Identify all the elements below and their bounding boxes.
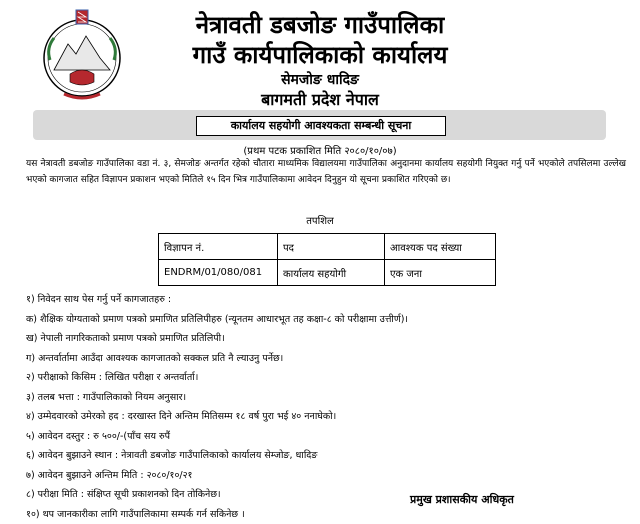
- office-location: सेमजोङ धादिङ: [150, 70, 490, 89]
- signature-title: प्रमुख प्रशासकीय अधिकृत: [410, 492, 514, 507]
- list-item: ग) अन्तर्वार्तामा आउँदा आवश्यक कागजातको सक्कल प्रति नै ल्याउनु पर्नेछ।: [26, 349, 526, 369]
- nepal-emblem-icon: [40, 8, 124, 102]
- requirements-list: [26, 290, 526, 524]
- table-label: तपशिल: [290, 213, 350, 227]
- required-count-cell: एक जना: [385, 260, 496, 286]
- list-item: ४) उम्मेदवारको उमेरको हद : दरखास्त दिने अन्तिम मितिसम्म १८ वर्ष पुरा भई ४० ननाघेको।: [26, 407, 526, 427]
- list-item: ८) परीक्षा मिति : संक्षिप्त सूची प्रकाशनको दिन तोकिनेछ।: [26, 485, 526, 505]
- vacancy-table: [158, 233, 496, 286]
- list-item: २) परीक्षाको किसिम : लिखित परीक्षा र अन्तर्वार्ता।: [26, 368, 526, 388]
- province-name: बागमती प्रदेश नेपाल: [150, 88, 490, 110]
- list-item: ७) आवेदन बुझाउने अन्तिम मिति : २०८०/१०/२१: [26, 466, 526, 486]
- position-cell: कार्यालय सहयोगी: [278, 260, 385, 286]
- list-item: १०) थप जानकारीका लागि गाउँपालिकामा सम्पर्क गर्न सकिनेछ ।: [26, 505, 526, 524]
- list-item: ३) तलब भत्ता : गाउँपालिकाको नियम अनुसार।: [26, 388, 526, 408]
- list-item: ख) नेपाली नागरिकताको प्रमाण पत्रको प्रमाणित प्रतिलिपी।: [26, 329, 526, 349]
- publication-date: (प्रथम पटक प्रकाशित मिति २०८०/१०/०७): [200, 143, 440, 157]
- col-position: पद: [278, 234, 385, 260]
- col-required-count: आवश्यक पद संख्या: [385, 234, 496, 260]
- table-header-row: [159, 234, 496, 260]
- municipality-name: नेत्रावती डबजोङ गाउँपालिका: [150, 8, 490, 41]
- col-advertisement-no: विज्ञापन नं.: [159, 234, 278, 260]
- notice-intro: यस नेत्रावती डबजोङ गाउँपालिका वडा नं. ३, सेमजोङ अन्तर्गत रहेको चौतारा माध्यमिक विद्यालयमा गाउँपालिका अनुदानमा कार्यालय सहयोगी नियुक्त गर्नु पर्ने भएकोले तपसिलमा उल्लेख भएको कागजात सहित विज्ञापन प्रकाशन भएको मितिले १५ दिन भित्र गाउँपालिकामा आवेदन दिनुहुन यो सूचना प्रकाशित गरिएको छ।: [26, 156, 626, 188]
- list-item: १) निवेदन साथ पेस गर्नु पर्ने कागजातहरु :: [26, 290, 526, 310]
- list-item: ५) आवेदन दस्तुर : रु ५००/-(पाँच सय रुपैं: [26, 427, 526, 447]
- notice-title: कार्यालय सहयोगी आवश्यकता सम्बन्धी सूचना: [196, 116, 446, 136]
- list-item: ६) आवेदन बुझाउने स्थान : नेत्रावती डबजोङ गाउँपालिकाको कार्यालय सेम्जोङ, धादिङ: [26, 446, 526, 466]
- table-row: [159, 260, 496, 286]
- advertisement-no-cell: ENDRM/01/080/081: [159, 260, 278, 286]
- list-item: क) शैक्षिक योग्यताको प्रमाण पत्रको प्रमाणित प्रतिलिपीहरु (न्यूनतम आधारभूत तह कक्षा-८ को परीक्षामा उत्तीर्ण)।: [26, 310, 526, 330]
- office-name: गाउँ कार्यपालिकाको कार्यालय: [150, 38, 490, 71]
